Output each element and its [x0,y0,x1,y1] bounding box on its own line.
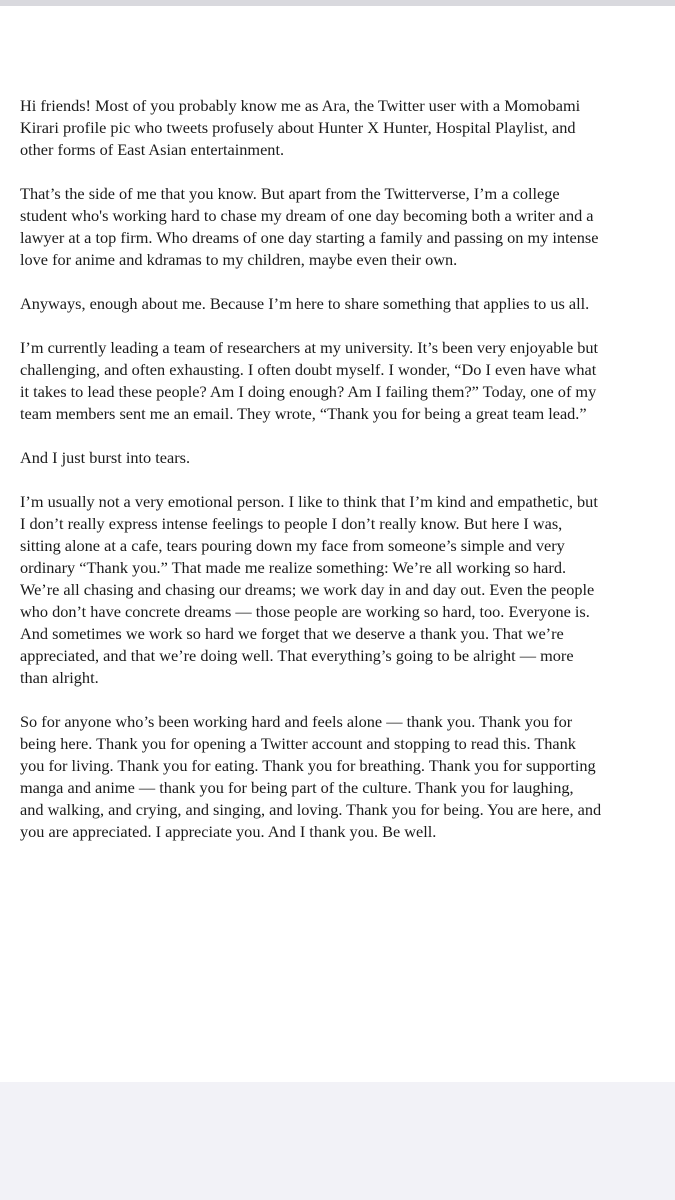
text-line: you are appreciated. I appreciate you. And I thank you. Be well. [20,822,437,841]
text-line: We’re all chasing and chasing our dreams; we work day in and day out. Even the people [20,580,595,599]
text-line: than alright. [20,668,99,687]
paragraph-reflection [20,491,658,689]
text-line: love for anime and kdramas to my children, maybe even their own. [20,250,458,269]
text-line: And sometimes we work so hard we forget that we deserve a thank you. That we’re [20,624,564,643]
text-line: challenging, and often exhausting. I often doubt myself. I wonder, “Do I even have what [20,360,597,379]
bottom-background [0,1082,675,1200]
text-line: Kirari profile pic who tweets profusely about Hunter X Hunter, Hospital Playlist, and [20,118,576,137]
text-line: other forms of East Asian entertainment. [20,140,285,159]
text-line: lawyer at a top firm. Who dreams of one day starting a family and passing on my intense [20,228,599,247]
text-line: Anyways, enough about me. Because I’m here to share something that applies to us all. [20,294,590,313]
text-line: team members sent me an email. They wrote, “Thank you for being a great team lead.” [20,404,587,423]
text-line: I’m usually not a very emotional person. I like to think that I’m kind and empathetic, but [20,492,598,511]
text-line: manga and anime — thank you for being part of the culture. Thank you for laughing, [20,778,574,797]
text-line: being here. Thank you for opening a Twitter account and stopping to read this. Thank [20,734,576,753]
text-line: student who's working hard to chase my dream of one day becoming both a writer and a [20,206,594,225]
text-line: Hi friends! Most of you probably know me as Ara, the Twitter user with a Momobami [20,96,581,115]
paragraph-thank-you [20,711,658,843]
text-line: and walking, and crying, and singing, and loving. Thank you for being. You are here, and [20,800,602,819]
text-line: That’s the side of me that you know. But apart from the Twitterverse, I’m a college [20,184,560,203]
paragraph-intro [20,95,658,161]
paragraph-research [20,337,658,425]
document-body [20,95,658,865]
paragraph-tears [20,447,658,469]
paragraph-transition [20,293,658,315]
text-line: I don’t really express intense feelings to people I don’t really know. But here I was, [20,514,563,533]
text-line: And I just burst into tears. [20,448,191,467]
text-line: who don’t have concrete dreams — those people are working so hard, too. Everyone is. [20,602,590,621]
text-line: I’m currently leading a team of researchers at my university. It’s been very enjoyable but [20,338,599,357]
text-line: sitting alone at a cafe, tears pouring down my face from someone’s simple and very [20,536,565,555]
text-line: So for anyone who’s been working hard and feels alone — thank you. Thank you for [20,712,573,731]
text-line: ordinary “Thank you.” That made me realize something: We’re all working so hard. [20,558,567,577]
text-line: it takes to lead these people? Am I doing enough? Am I failing them?” Today, one of my [20,382,597,401]
text-line: appreciated, and that we’re doing well. That everything’s going to be alright — more [20,646,574,665]
paragraph-about [20,183,658,271]
document-page [0,6,675,1082]
text-line: you for living. Thank you for eating. Thank you for breathing. Thank you for supporting [20,756,596,775]
